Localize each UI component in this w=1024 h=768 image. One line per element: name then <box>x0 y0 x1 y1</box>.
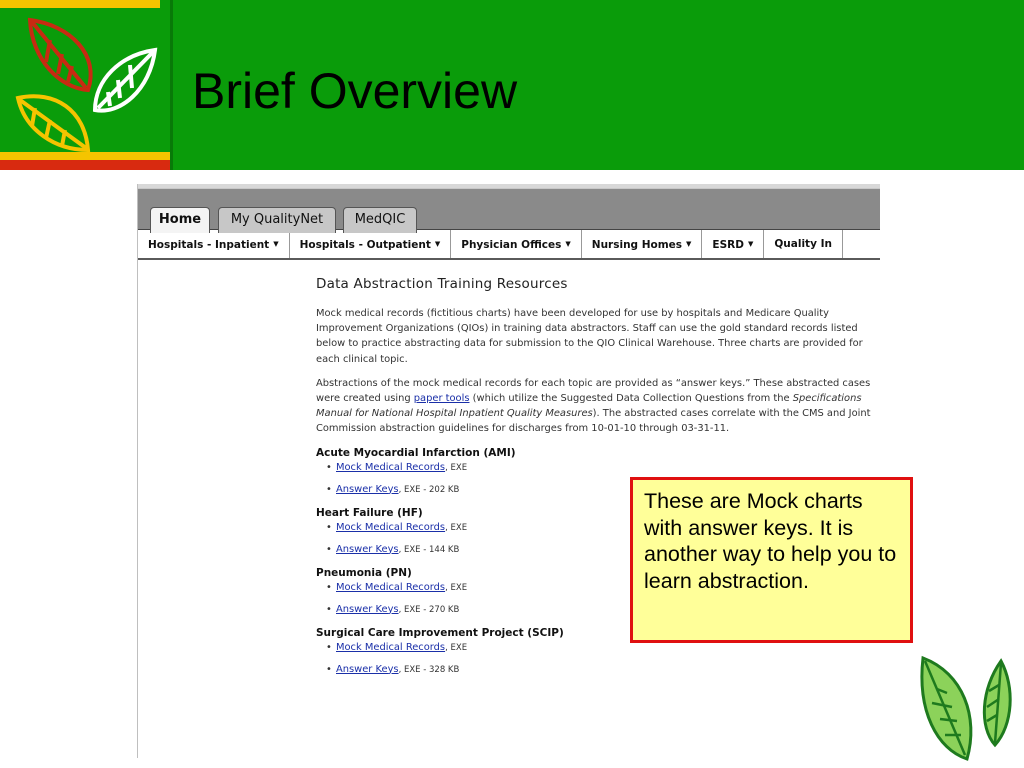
paragraph-text: (which utilize the Suggested Data Collection Questions from the <box>469 393 793 405</box>
topic-title: Acute Myocardial Infarction (AMI) <box>316 446 516 459</box>
bullet-icon: • <box>326 641 332 653</box>
manual-title: Specifications Manual for National Hospital Inpatient Quality Measures <box>316 393 862 420</box>
green-leaves-icon <box>915 655 1020 763</box>
leaves-logo-icon <box>10 10 160 155</box>
list-item <box>326 461 872 475</box>
topic-title: Heart Failure (HF) <box>316 506 423 519</box>
file-type: , EXE <box>445 642 468 653</box>
bullet-icon: • <box>326 483 332 495</box>
answer-keys-link[interactable]: Answer Keys <box>336 663 399 675</box>
slide-header <box>0 0 1024 170</box>
bullet-icon: • <box>326 663 332 675</box>
list-item <box>326 663 872 677</box>
nav-physician-offices[interactable] <box>451 230 582 258</box>
topic-links <box>316 641 872 677</box>
slide-title: Brief Overview <box>192 63 518 119</box>
answer-keys-link[interactable]: Answer Keys <box>336 543 399 555</box>
header-yellow-stripe <box>0 152 170 160</box>
website-screenshot <box>137 184 880 758</box>
bullet-icon: • <box>326 603 332 615</box>
site-tab-bar <box>138 189 880 229</box>
bullet-icon: • <box>326 581 332 593</box>
intro-paragraph: Mock medical records (fictitious charts) have been developed for use by hospitals and Medicare Quality Improvement Organizations (QIOs) in training data abstractors. Staff can use the gold standard records listed below to practice abstracting data for submission to the QIO Clinical Warehouse. Three charts are provided for each clinical topic. <box>316 308 863 365</box>
file-type: , EXE <box>445 522 468 533</box>
answer-keys-link[interactable]: Answer Keys <box>336 603 399 615</box>
mock-medical-records-link[interactable]: Mock Medical Records <box>336 521 446 533</box>
file-type: , EXE <box>445 462 468 473</box>
nav-label: ESRD <box>712 239 744 251</box>
chevron-down-icon: ▼ <box>686 240 692 248</box>
nav-hospitals-outpatient[interactable] <box>290 230 452 258</box>
bullet-icon: • <box>326 461 332 473</box>
nav-quality-initiatives[interactable] <box>764 230 843 258</box>
chevron-down-icon: ▼ <box>434 240 441 248</box>
nav-label: Hospitals - Inpatient <box>148 239 270 251</box>
file-info: , EXE - 144 KB <box>398 544 460 555</box>
chevron-down-icon: ▼ <box>565 240 571 248</box>
nav-label: Quality In <box>774 238 832 250</box>
topic-title: Pneumonia (PN) <box>316 566 412 579</box>
topic-title: Surgical Care Improvement Project (SCIP) <box>316 626 564 639</box>
tab-my-qualitynet[interactable]: My QualityNet <box>218 207 336 233</box>
chevron-down-icon: ▼ <box>273 240 279 248</box>
header-accent-stripe <box>0 0 160 8</box>
file-info: , EXE - 270 KB <box>398 604 460 615</box>
header-logo-panel <box>0 0 173 170</box>
tab-home[interactable]: Home <box>150 207 210 233</box>
mock-medical-records-link[interactable]: Mock Medical Records <box>336 581 446 593</box>
callout-note: These are Mock charts with answer keys. It is another way to help you to learn abstraction. <box>630 477 913 643</box>
nav-label: Physician Offices <box>461 239 562 251</box>
site-nav-bar <box>138 229 880 260</box>
answer-keys-paragraph <box>316 376 872 437</box>
mock-medical-records-link[interactable]: Mock Medical Records <box>336 461 446 473</box>
file-info: , EXE - 328 KB <box>398 664 460 675</box>
tab-medqic[interactable]: MedQIC <box>343 207 417 233</box>
nav-label: Hospitals - Outpatient <box>299 239 431 251</box>
file-type: , EXE <box>445 582 468 593</box>
bullet-icon: • <box>326 543 332 555</box>
nav-esrd[interactable] <box>702 230 764 258</box>
chevron-down-icon: ▼ <box>747 240 754 248</box>
file-info: , EXE - 202 KB <box>398 484 460 495</box>
paragraph-text: Abstractions of the mock medical records for each topic are provided as “answer keys.” These abstracted cases were created using <box>316 377 871 405</box>
bullet-icon: • <box>326 521 332 533</box>
header-red-stripe <box>0 160 170 170</box>
mock-medical-records-link[interactable]: Mock Medical Records <box>336 641 446 653</box>
nav-label: Nursing Homes <box>591 239 683 251</box>
paragraph-text: ). The abstracted cases correlate with the CMS and Joint Commission abstraction guidelines for discharges from 10-01-10 through 03-31-11. <box>316 408 871 435</box>
paper-tools-link[interactable]: paper tools <box>413 393 470 405</box>
nav-nursing-homes[interactable] <box>582 230 703 258</box>
nav-hospitals-inpatient[interactable] <box>138 230 290 258</box>
answer-keys-link[interactable]: Answer Keys <box>336 483 399 495</box>
page-heading: Data Abstraction Training Resources <box>316 276 568 292</box>
